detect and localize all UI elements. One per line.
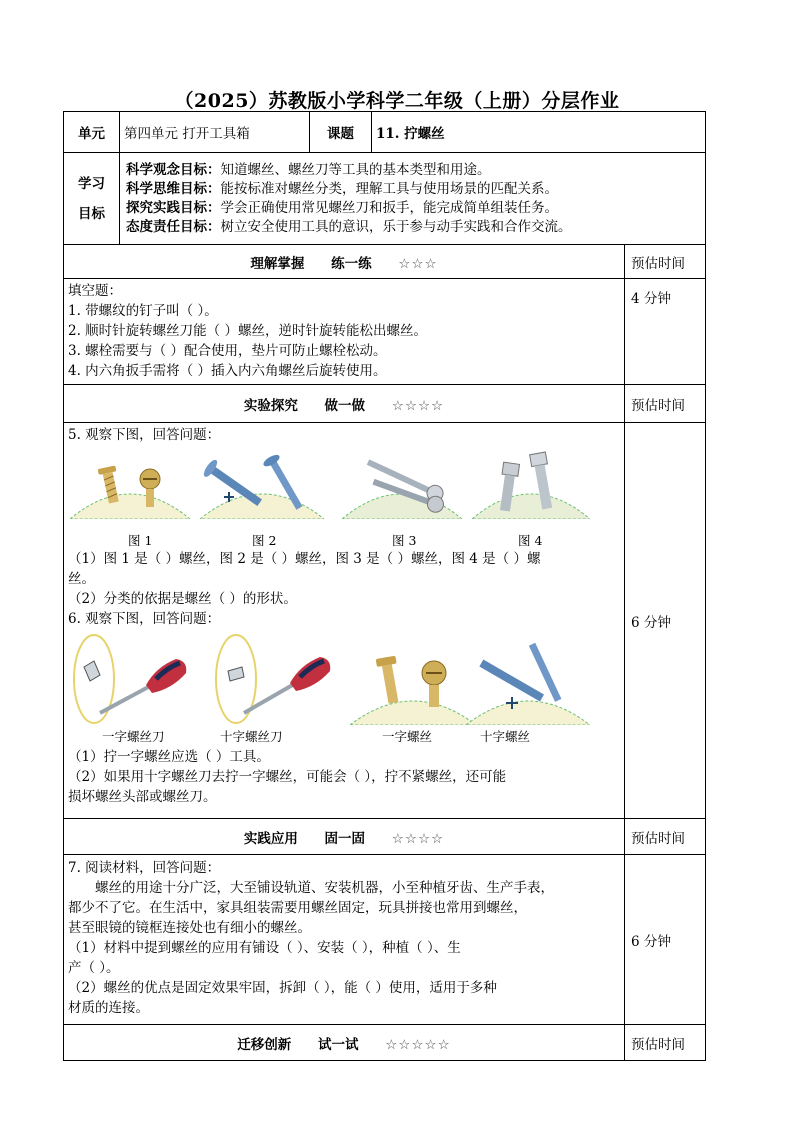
goals-label [64, 153, 120, 245]
section-content-3 [64, 855, 706, 1025]
section-name: 实践应用 [243, 830, 298, 847]
fill-question: 4. 内六角扳手需将（ ）插入内六角螺丝后旋转使用。 [68, 363, 387, 379]
stars-rating: ☆☆☆☆ [391, 830, 445, 847]
fill-intro: 填空题： [68, 283, 122, 299]
fill-question: 3. 螺栓需要与（ ）配合使用，垫片可防止螺栓松动。 [68, 343, 387, 359]
q5-sub2: （2）分类的依据是螺丝（ ）的形状。 [68, 591, 297, 607]
figure-caption: 图 3 [392, 533, 417, 548]
time-header: 预估时间 [625, 819, 706, 855]
q6-figures [68, 629, 620, 747]
unit-value: 第四单元 打开工具箱 [120, 112, 310, 153]
figure-caption: 图 2 [252, 533, 277, 548]
figure-caption: 图 1 [128, 533, 153, 548]
figure-caption: 一字螺丝刀 [102, 729, 165, 744]
q7-intro: 7. 阅读材料，回答问题： [68, 860, 221, 876]
q5-figures [68, 445, 620, 549]
figure-4-socket-screws [472, 449, 590, 519]
figure-caption: 十字螺丝 [480, 729, 531, 744]
section-header-4 [64, 1025, 706, 1061]
q7-sub2-cont: 材质的连接。 [68, 1000, 149, 1016]
section-sub: 固一固 [324, 830, 366, 847]
q6-sub1: （1）拧一字螺丝应选（ ）工具。 [68, 749, 270, 765]
unit-label: 单元 [64, 112, 120, 153]
q6-sub2: （2）如果用十字螺丝刀去拧一字螺丝，可能会（ ），拧不紧螺丝，还可能 [68, 769, 507, 785]
stars-rating: ☆☆☆ [398, 255, 438, 272]
figure-caption: 一字螺丝 [382, 729, 433, 744]
phillips-screwdriver-image [214, 633, 338, 725]
time-header: 预估时间 [625, 385, 706, 423]
q5-intro: 5. 观察下图，回答问题： [68, 427, 221, 443]
q7-passage: 螺丝的用途十分广泛，大至铺设轨道、安装机器，小至种植牙齿、生产手表， [95, 880, 554, 896]
flathead-screwdriver-image [72, 633, 192, 725]
cross-screws-image [466, 633, 590, 725]
section-header-2 [64, 385, 706, 423]
q7-sub1: （1）材料中提到螺丝的应用有铺设（ ）、安装（ ），种植（ ）、生 [68, 940, 461, 956]
slotted-screws-image [350, 633, 476, 725]
figure-caption: 图 4 [518, 533, 543, 548]
header-row [64, 112, 706, 153]
time-value: 6 分钟 [625, 423, 706, 819]
figure-1-slotted-screws [70, 449, 190, 519]
goals-row [64, 153, 706, 245]
q7-passage: 甚至眼镜的镜框连接处也有细小的螺丝。 [68, 920, 311, 936]
worksheet-table [63, 111, 706, 1061]
time-value: 6 分钟 [625, 855, 706, 1025]
fill-question: 2. 顺时针旋转螺丝刀能（ ）螺丝，逆时针旋转能松出螺丝。 [68, 323, 427, 339]
topic-value: 11. 拧螺丝 [372, 112, 706, 153]
section-content-1 [64, 279, 706, 385]
topic-label: 课题 [310, 112, 372, 153]
goal-item: 科学思维目标：能按标准对螺丝分类，理解工具与使用场景的匹配关系。 [126, 180, 558, 197]
goal-item: 科学观念目标：知道螺丝、螺丝刀等工具的基本类型和用途。 [126, 161, 491, 178]
section-name: 实验探究 [243, 397, 298, 414]
section-name: 理解掌握 [250, 255, 305, 272]
section-header-1 [64, 245, 706, 279]
goals-label-2: 目标 [78, 205, 105, 222]
figure-caption: 十字螺丝刀 [220, 729, 283, 744]
figure-2-cross-screws [200, 449, 324, 519]
goals-label-1: 学习 [78, 175, 105, 192]
q6-intro: 6. 观察下图，回答问题： [68, 611, 221, 627]
q5-sub1: （1）图 1 是（ ）螺丝，图 2 是（ ）螺丝，图 3 是（ ）螺丝，图 4 是（ ）螺 [68, 551, 541, 567]
goal-item: 态度责任目标：树立安全使用工具的意识，乐于参与动手实践和合作交流。 [126, 218, 572, 235]
page-title: （2025）苏教版小学科学二年级（上册）分层作业 [174, 90, 620, 112]
q7-sub1-cont: 产（ ）。 [68, 960, 120, 976]
section-content-2 [64, 423, 706, 819]
section-sub: 做一做 [324, 397, 366, 414]
q7-passage: 都少不了它。在生活中，家具组装需要用螺丝固定，玩具拼接也常用到螺丝， [68, 900, 527, 916]
section-sub: 练一练 [331, 255, 372, 272]
time-value: 4 分钟 [625, 279, 706, 385]
q5-sub1-cont: 丝。 [68, 571, 95, 587]
section-name: 迁移创新 [237, 1036, 292, 1053]
q7-sub2: （2）螺丝的优点是固定效果牢固，拆卸（ ），能（ ）使用，适用于多种 [68, 980, 497, 996]
fill-question: 1. 带螺纹的钉子叫（ ）。 [68, 303, 218, 319]
stars-rating: ☆☆☆☆ [391, 397, 445, 414]
time-header: 预估时间 [625, 245, 706, 279]
stars-rating: ☆☆☆☆☆ [385, 1036, 451, 1053]
time-header: 预估时间 [625, 1025, 706, 1061]
goal-item: 探究实践目标：学会正确使用常见螺丝刀和扳手，能完成简单组装任务。 [126, 199, 558, 216]
section-sub: 试一试 [317, 1036, 359, 1053]
figure-3-hex-screws [342, 449, 462, 519]
section-header-3 [64, 819, 706, 855]
q6-sub2-cont: 损坏螺丝头部或螺丝刀。 [68, 789, 217, 805]
